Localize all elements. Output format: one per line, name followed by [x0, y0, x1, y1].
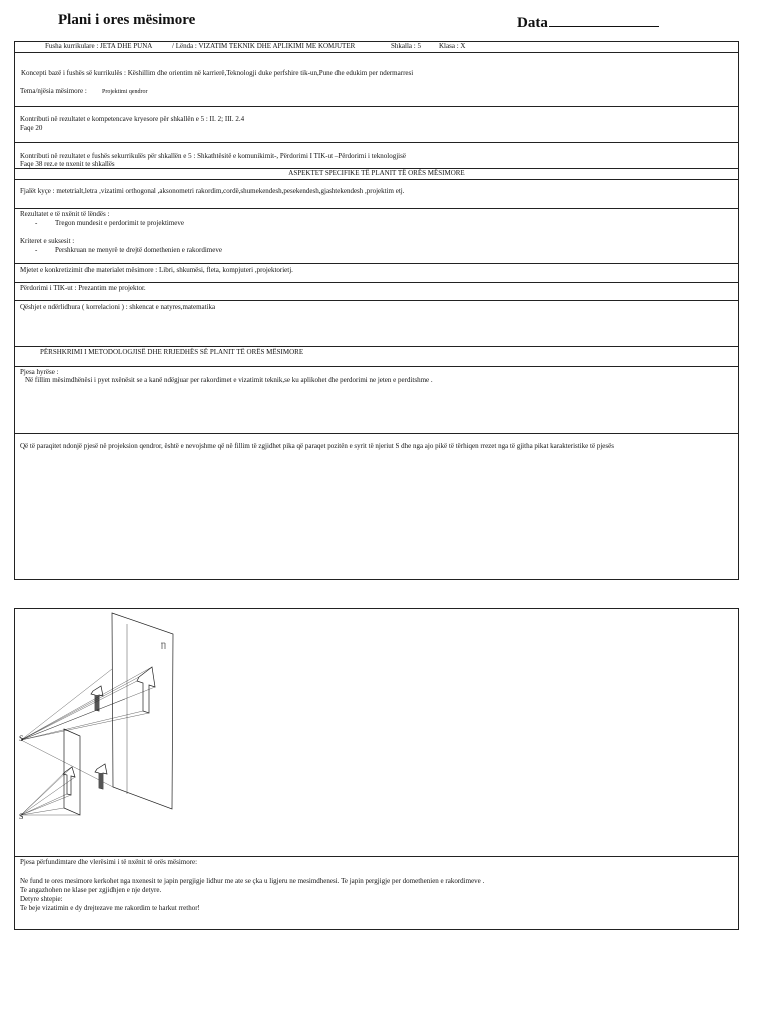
paragraph-main: Që të paraqitet ndonjë pjesë në projeksion qendror, është e nevojshme që në fillim të zgjidhet pika që paraqet pozitën e syrit të njeriut S dhe nga ajo pikë të tërhiqen rrezet nga të gjitha pikat karakteristike të pjesës — [20, 442, 614, 450]
projected-shape-lower — [63, 767, 75, 795]
shkalla: Shkalla : 5 — [391, 42, 421, 50]
figure-and-conclusion-table — [14, 608, 739, 930]
page-title: Plani i ores mësimore — [58, 12, 196, 28]
klasa: Klasa : X — [439, 42, 466, 50]
faqe-1: Faqe 20 — [20, 124, 43, 132]
row-divider — [15, 346, 738, 347]
final-line-2: Te angazhohen ne klase per zgjidhjen e nje detyre. — [20, 886, 162, 894]
final-line-3: Detyre shtepie: — [20, 895, 63, 903]
faqe-2: Faqe 38 rez.e te nxenit te shkallës — [20, 160, 115, 168]
lesson-plan-table — [14, 41, 739, 580]
tema-value: Projektimi qendror — [102, 89, 148, 95]
final-line-4: Te beje vizatimin e dy drejtezave me rakordim te harkut rrethor! — [20, 904, 200, 912]
final-label: Pjesa përfundimtare dhe vlerësimi i të nxënit të orës mësimore: — [20, 858, 198, 866]
pershkrimi-heading: PËRSHKRIMI I METODOLOGJISË DHE RRJEDHËS SË PLANIT TË ORËS MËSIMORE — [40, 348, 304, 356]
fusha-kurrikulare: Fusha kurrikulare : JETA DHE PUNA — [45, 42, 153, 50]
lenda: / Lënda : VIZATIM TEKNIK DHE APLIKIMI ME KOMJUTER — [172, 42, 356, 50]
row-divider — [15, 263, 738, 264]
kriteret-label: Kriteret e suksesit : — [20, 237, 75, 245]
kriteret-item: - Pershkruan ne menyrë te drejtë domethenien e rakordimeve — [35, 246, 222, 254]
pjesa-hyrese-text: Në fillim mësimdhënësi i pyet nxënësit se a kanë ndëgjuar per rakordimet e vizatimit teknik,se ku aplikohet dhe perdorimi ne jeten e perditshme . — [25, 376, 433, 384]
mjetet: Mjetet e konkretizimit dhe materialet mësimore : Libri, shkumësi, fleta, kompjuteri ,projektorietj. — [20, 266, 293, 274]
aspektet-heading: ASPEKTET SPECIFIKE TË PLANIT TË ORËS MËSIMORE — [288, 169, 465, 177]
pjesa-hyrese-label: Pjesa hyrëse : — [20, 368, 59, 376]
date-field — [517, 12, 659, 32]
point-s-upper: S — [19, 734, 24, 743]
qeshjet: Qëshjet e ndërlidhura ( korrelacioni ) : shkencat e natyres,matematika — [20, 303, 216, 311]
row-divider — [15, 106, 738, 107]
kontributi-fushes: Kontributi në rezultatet e fushës sekurrikulës për shkallën e 5 : Shkathtësitë e komunikimit-, Përdorimi I TIK-ut –Përdorimi i teknologjisë — [20, 152, 406, 160]
row-divider — [15, 142, 738, 143]
tik: Përdorimi i TIK-ut : Prezantim me projektor. — [20, 284, 146, 292]
row-divider — [15, 52, 738, 53]
row-divider — [15, 179, 738, 180]
fjalet-kyce: Fjalët kyçe : metetrialt,letra ,vizatimi orthogonal ,aksonometri rakordim,cordë,shumekendesh,pesekendesh,gjashtekendesh ,projektim etj. — [20, 187, 405, 195]
row-divider — [15, 433, 738, 434]
projection-plane-lower — [64, 729, 80, 815]
row-divider — [15, 856, 738, 857]
final-line-1: Ne fund te ores mesimore kerkohet nga nxenesit te japin pergjigje lidhur me ate se çka u ligjeru ne mesimdhenesi. Te japin pergjigje per domethenien e rakordimeve . — [20, 877, 485, 885]
plane-mark-upper-icon — [161, 643, 165, 649]
date-blank-line[interactable] — [549, 12, 659, 27]
projection-rays-upper — [21, 667, 155, 787]
koncepti-baze: Koncepti bazë i fushës së kurrikulës : Këshillim dhe orientim në karrierë,Teknologji duke perfshire tik-un,Pune dhe edukim per ndermarresi — [21, 69, 414, 77]
rezultatet-label: Rezultatet e të nxënit të lëndës : — [20, 210, 110, 218]
row-divider — [15, 300, 738, 301]
tema-label: Tema/njësia mësimore : — [20, 87, 87, 95]
point-s-lower: S — [19, 812, 24, 821]
row-divider — [15, 282, 738, 283]
rezultatet-item: - Tregon mundesit e perdorimit te projektimeve — [35, 219, 185, 227]
row-divider — [15, 208, 738, 209]
row-divider — [15, 366, 738, 367]
central-projection-figure — [15, 609, 215, 841]
date-label: Data — [517, 15, 548, 31]
kontributi-kompetencave: Kontributi në rezultatet e kompetencave kryesore për shkallën e 5 : II. 2; III. 2.4 — [20, 115, 245, 123]
